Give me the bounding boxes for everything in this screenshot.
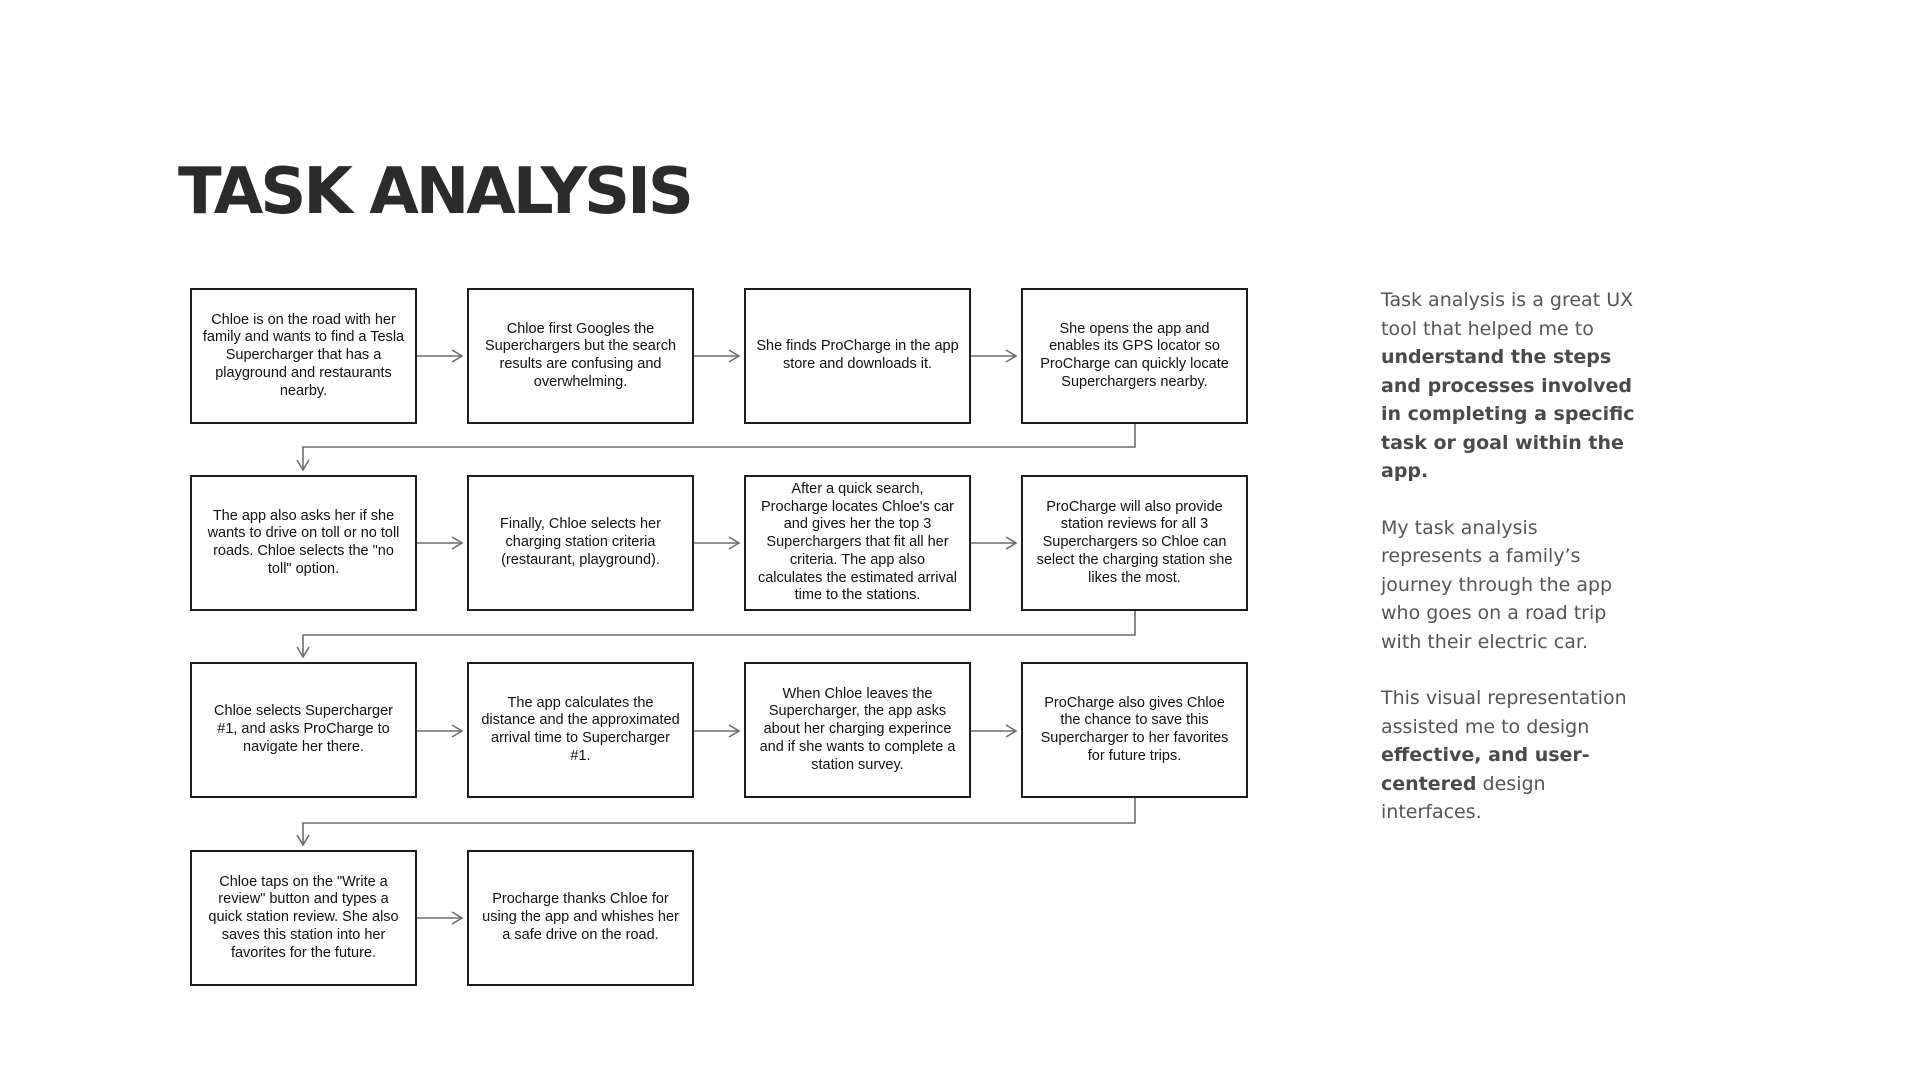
step-text: When Chloe leaves the Supercharger, the app asks about her charging experince and if she wants to complete a station survey. — [759, 685, 956, 773]
sidebar-text: This visual representation assisted me to design — [1381, 687, 1627, 738]
step-box-1 — [190, 288, 417, 424]
step-box-13 — [190, 850, 417, 986]
arrow-5-6 — [416, 537, 462, 549]
sidebar-text: Task analysis is a great UX tool that helped me to — [1381, 289, 1634, 340]
arrow-13-14 — [416, 912, 462, 924]
step-text: Procharge thanks Chloe for using the app and whishes her a safe drive on the road. — [482, 891, 679, 943]
step-box-7 — [744, 475, 971, 611]
sidebar-text: design interfaces. — [1381, 772, 1546, 823]
arrow-7-8 — [970, 537, 1016, 549]
elbow-4-5 — [297, 422, 1135, 470]
step-text: The app also asks her if she wants to drive on toll or no toll roads. Chloe selects the "no toll" option. — [207, 507, 400, 577]
step-box-11 — [744, 662, 971, 798]
step-text: The app calculates the distance and the approximated arrival time to Supercharger #1. — [481, 694, 680, 764]
step-box-8 — [1021, 475, 1248, 611]
step-text: ProCharge will also provide station reviews for all 3 Superchargers so Chloe can select the charging station she likes the most. — [1036, 498, 1233, 586]
arrow-6-7 — [693, 537, 739, 549]
step-text: She opens the app and enables its GPS locator so ProCharge can quickly locate Superchargers nearby. — [1040, 320, 1229, 390]
page-title: TASK ANALYSIS — [178, 155, 691, 229]
elbow-12-13 — [297, 798, 1135, 845]
sidebar-paragraph-2 — [1381, 514, 1641, 657]
step-box-5 — [190, 475, 417, 611]
step-box-10 — [467, 662, 694, 798]
step-text: After a quick search, Procharge locates Chloe's car and gives her the top 3 Superchargers that fit all her criteria. The app also calculates the estimated arrival time to the stations. — [757, 481, 958, 604]
step-box-2 — [467, 288, 694, 424]
arrow-11-12 — [970, 725, 1016, 737]
step-box-6 — [467, 475, 694, 611]
sidebar-paragraph-1 — [1381, 286, 1641, 486]
step-text: ProCharge also gives Chloe the chance to save this Supercharger to her favorites for future trips. — [1040, 694, 1229, 764]
arrow-3-4 — [970, 350, 1016, 362]
arrow-10-11 — [693, 725, 739, 737]
arrow-9-10 — [416, 725, 462, 737]
sidebar-paragraph-3 — [1381, 684, 1641, 827]
step-box-4 — [1021, 288, 1248, 424]
elbow-8-9 — [297, 610, 1135, 657]
sidebar-text: My task analysis represents a family’s journey through the app who goes on a road trip with their electric car. — [1381, 516, 1613, 653]
step-box-12 — [1021, 662, 1248, 798]
step-text: Finally, Chloe selects her charging station criteria (restaurant, playground). — [500, 516, 661, 568]
step-box-9 — [190, 662, 417, 798]
step-text: Chloe selects Supercharger #1, and asks ProCharge to navigate her there. — [214, 703, 393, 755]
sidebar-emphasis: effective, and user-centered — [1381, 744, 1590, 795]
arrow-2-3 — [693, 350, 739, 362]
step-text: She finds ProCharge in the app store and downloads it. — [756, 338, 959, 372]
step-text: Chloe first Googles the Superchargers but the search results are confusing and overwhelming. — [484, 320, 677, 390]
step-box-3 — [744, 288, 971, 424]
sidebar-description — [1381, 286, 1641, 855]
sidebar-emphasis: understand the steps and processes involved in completing a specific task or goal within the app. — [1381, 346, 1635, 482]
step-text: Chloe is on the road with her family and wants to find a Tesla Supercharger that has a playground and restaurants nearby. — [202, 311, 405, 399]
step-text: Chloe taps on the "Write a review" button and types a quick station review. She also saves this station into her favorites for the future. — [208, 873, 399, 961]
arrow-1-2 — [416, 350, 462, 362]
step-box-14 — [467, 850, 694, 986]
